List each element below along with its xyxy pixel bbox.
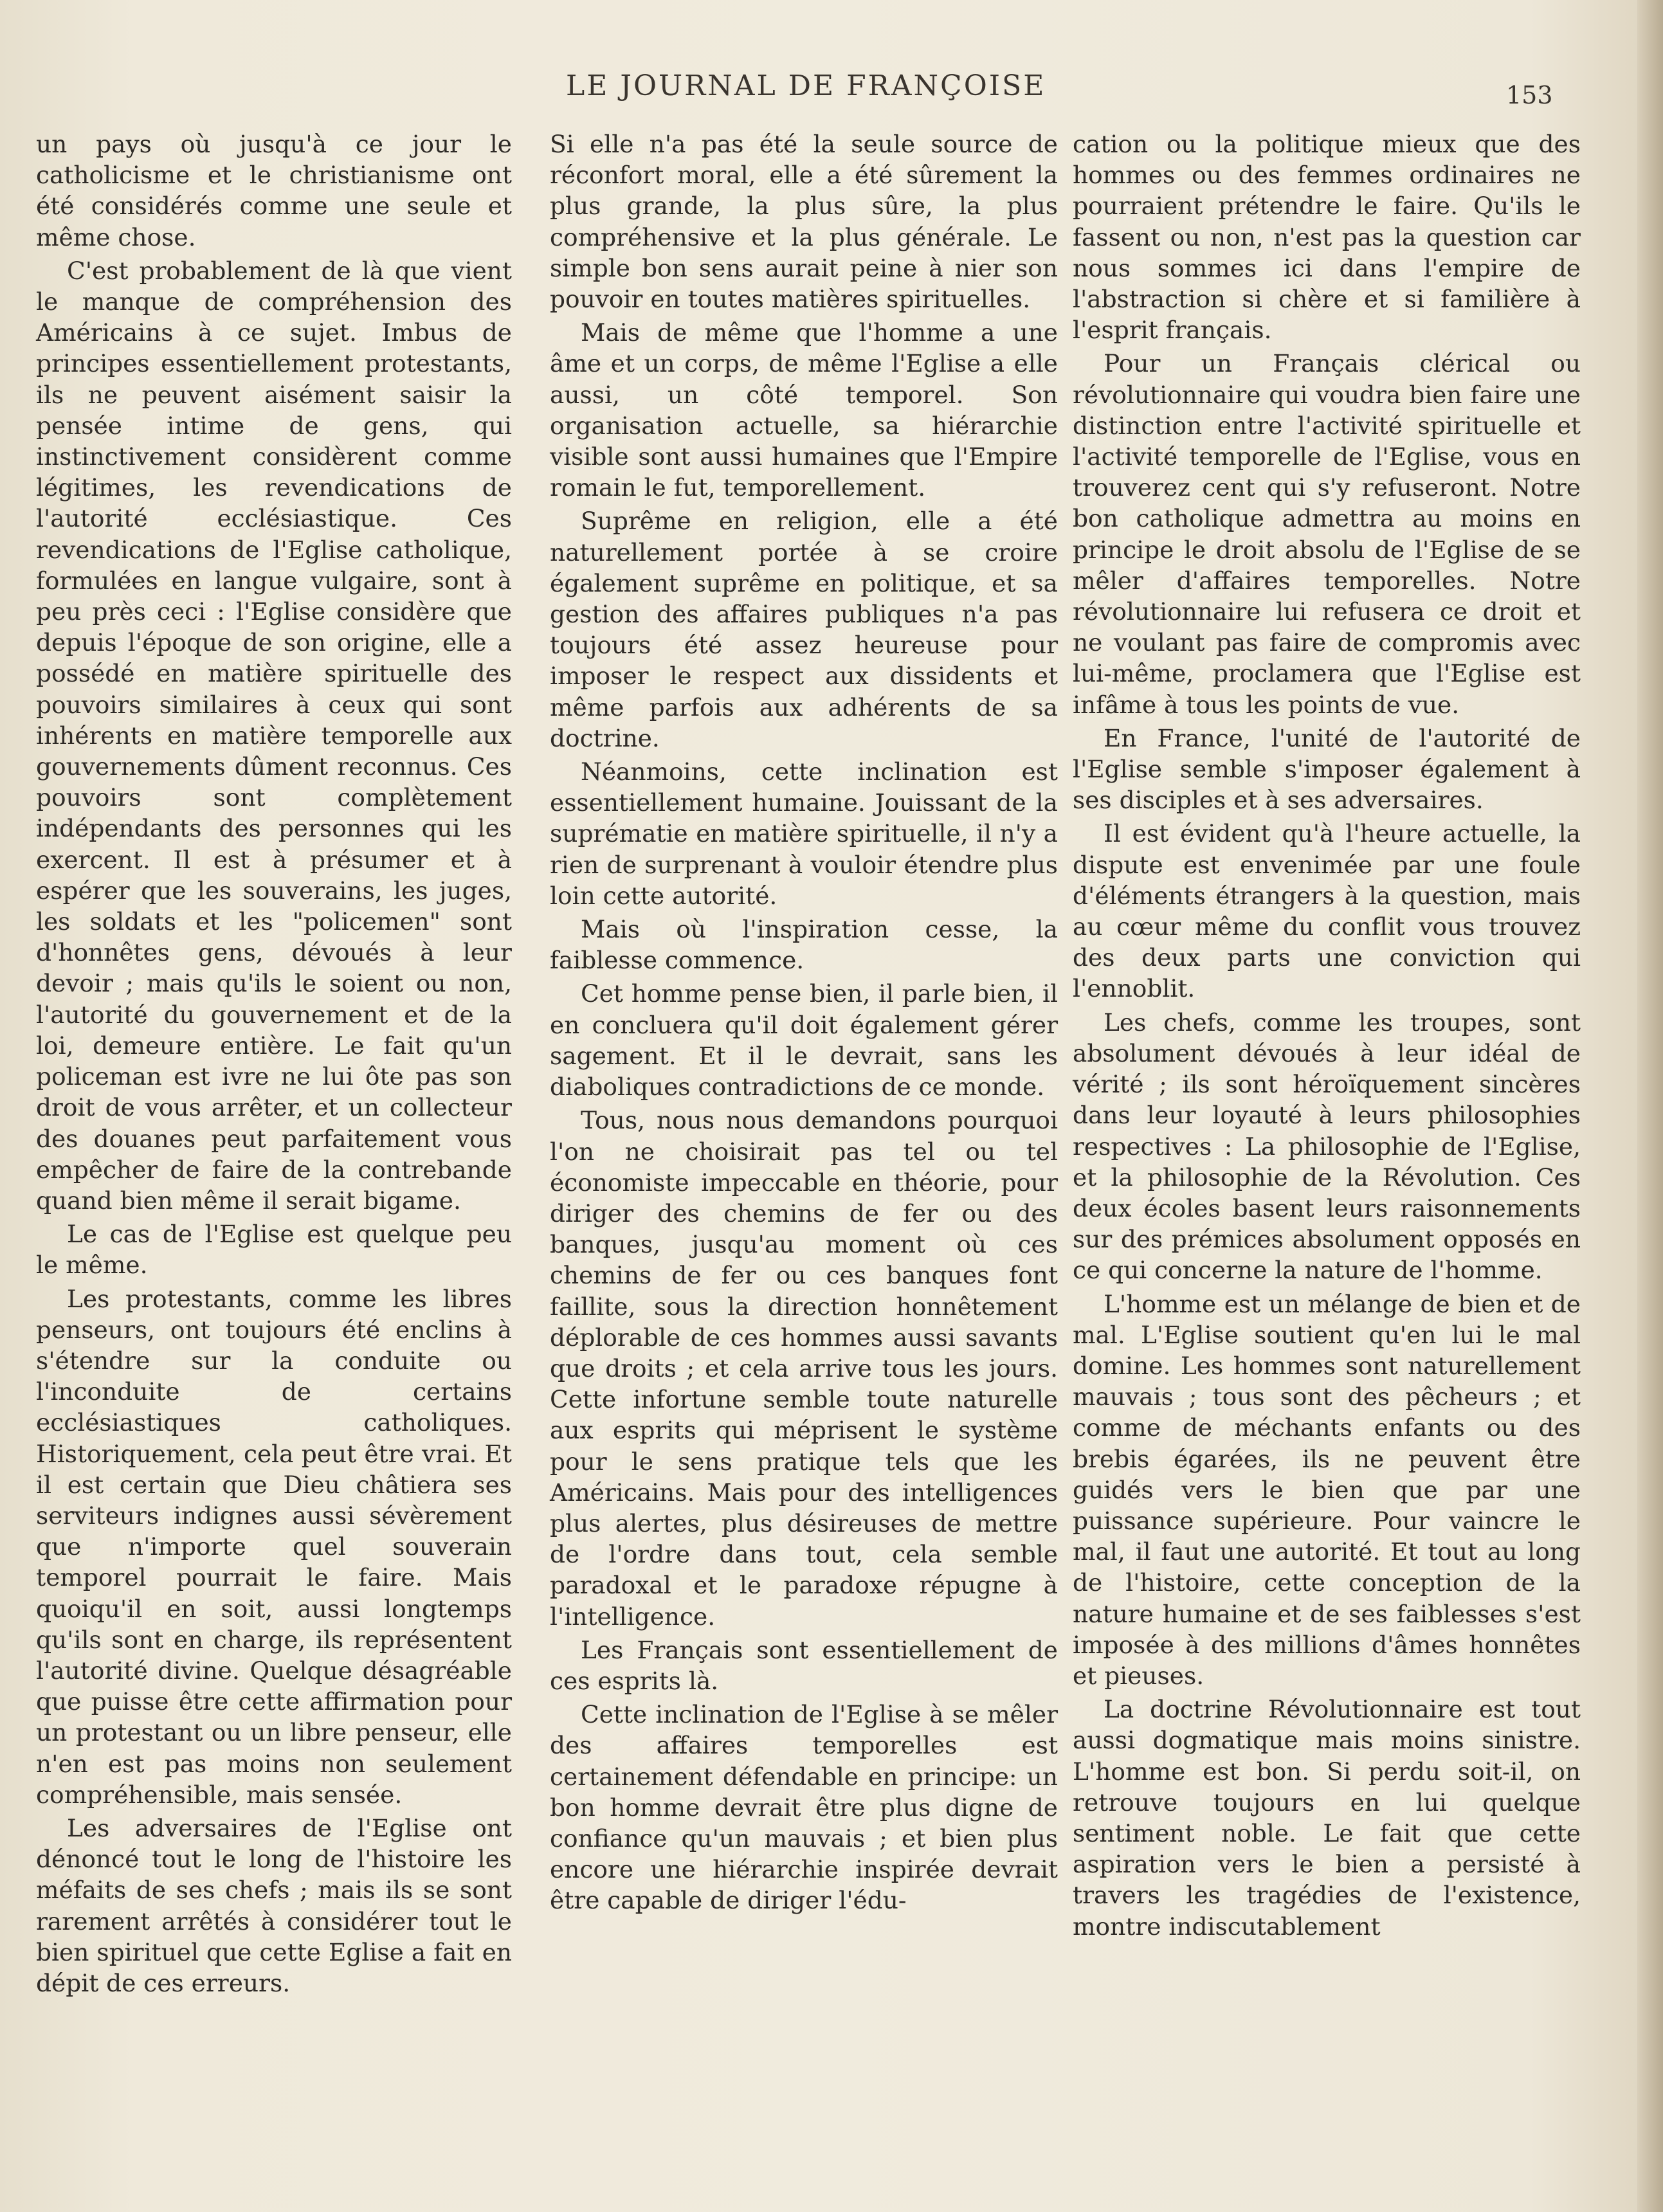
page-edge — [1637, 0, 1663, 2212]
paragraph: un pays où jusqu'à ce jour le catholicisme et le christianisme ont été considérés comme une seule et même chose. — [36, 130, 512, 251]
paragraph: Il est évident qu'à l'heure actuelle, la dispute est envenimée par une foule d'éléments étrangers à la question, mais au cœur même du conflit vous trouvez des deux parts une conviction qui l'ennoblit. — [1073, 819, 1581, 1003]
paragraph: Le cas de l'Eglise est quelque peu le même. — [36, 1220, 512, 1280]
paragraph: La doctrine Révolutionnaire est tout aussi dogmatique mais moins sinistre. L'homme est bon. Si perdu soit-il, on retrouve toujours en lui quelque sentiment noble. Le fait que cette aspiration vers le bien a persisté à travers les tragédies de l'existence, montre indiscutablement — [1073, 1695, 1581, 1941]
paragraph: Mais où l'inspiration cesse, la faiblesse commence. — [550, 915, 1058, 975]
paragraph: Cet homme pense bien, il parle bien, il en concluera qu'il doit également gérer sagement. Et il le devrait, sans les diaboliques contradictions de ce monde. — [550, 979, 1058, 1101]
paragraph: Cette inclination de l'Eglise à se mêler des affaires temporelles est certainement défendable en principe: un bon homme devrait être plus digne de confiance qu'un mauvais ; et bien plus encore une hiérarchie inspirée devrait être capable de diriger l'édu- — [550, 1700, 1058, 1915]
paragraph: Les protestants, comme les libres penseurs, ont toujours été enclins à s'étendre sur la conduite ou l'inconduite de certains ecclésiastiques catholiques. Historiquement, cela peut être vrai. Et il est certain que Dieu châtiera ses serviteurs indignes aussi sévèrement que n'importe quel souverain temporel pourrait le faire. Mais quoiqu'il en soit, aussi longtemps qu'ils sont en charge, ils représentent l'autorité divine. Quelque désagréable que puisse être cette affirmation pour un protestant ou un libre penseur, elle n'en est pas moins non seulement compréhensible, mais sensée. — [36, 1284, 512, 1809]
paragraph: Les adversaires de l'Eglise ont dénoncé tout le long de l'histoire les méfaits de ses chefs ; mais ils se sont rarement arrêtés à considérer tout le bien spirituel que cette Eglise a fait en dépit de ces erreurs. — [36, 1813, 512, 1997]
column-1 — [36, 129, 512, 2001]
paragraph: Tous, nous nous demandons pourquoi l'on ne choisirait pas tel ou tel économiste impeccable en théorie, pour diriger des chemins de fer ou des banques, jusqu'au moment où ces chemins de fer ou ces banques font faillite, sous la direction honnêtement déplorable de ces hommes aussi savants que droits ; et cela arrive tous les jours. Cette infortune semble toute naturelle aux esprits qui méprisent le système pour le sens pratique tels que les Américains. Mais pour des intelligences plus alertes, plus désireuses de mettre de l'ordre dans tout, cela semble paradoxal et le paradoxe répugne à l'intelligence. — [550, 1106, 1058, 1631]
paragraph: cation ou la politique mieux que des hommes ou des femmes ordinaires ne pourraient prétendre le faire. Qu'ils le fassent ou non, n'est pas la question car nous sommes ici dans l'empire de l'abstraction si chère et si familière à l'esprit français. — [1073, 130, 1581, 345]
paragraph: Si elle n'a pas été la seule source de réconfort moral, elle a été sûrement la plus grande, la plus sûre, la plus compréhensive et la plus générale. Le simple bon sens aurait peine à nier son pouvoir en toutes matières spirituelles. — [550, 130, 1058, 314]
paragraph: Les Français sont essentiellement de ces esprits là. — [550, 1635, 1058, 1695]
journal-title: LE JOURNAL DE FRANÇOISE — [566, 69, 1046, 102]
paragraph: Suprême en religion, elle a été naturellement portée à se croire également suprême en politique, et sa gestion des affaires publiques n'a pas toujours été assez heureuse pour imposer le respect aux dissidents et même parfois aux adhérents de sa doctrine. — [550, 507, 1058, 752]
paragraph: Mais de même que l'homme a une âme et un corps, de même l'Eglise a elle aussi, un côté temporel. Son organisation actuelle, sa hiérarchie visible sont aussi humaines que l'Empire romain le fut, temporellement. — [550, 318, 1058, 502]
page-header — [566, 64, 1402, 116]
paragraph: L'homme est un mélange de bien et de mal. L'Eglise soutient qu'en lui le mal domine. Les hommes sont naturellement mauvais ; tous sont des pêcheurs ; et comme de méchants enfants ou des brebis égarées, ils ne peuvent être guidés vers le bien que par une puissance supérieure. Pour vaincre le mal, il faut une autorité. Et tout au long de l'histoire, cette conception de la nature humaine et de ses faiblesses s'est imposée à des millions d'âmes honnêtes et pieuses. — [1073, 1289, 1581, 1690]
column-3 — [1073, 129, 1581, 1945]
page-number: 153 — [1506, 81, 1553, 109]
paragraph: En France, l'unité de l'autorité de l'Eglise semble s'imposer également à ses disciples et à ses adversaires. — [1073, 723, 1581, 815]
paragraph: Néanmoins, cette inclination est essentiellement humaine. Jouissant de la suprématie en matière spirituelle, il n'y a rien de surprenant à vouloir étendre plus loin cette autorité. — [550, 757, 1058, 910]
paragraph: Les chefs, comme les troupes, sont absolument dévoués à leur idéal de vérité ; ils sont héroïquement sincères dans leur loyauté à leurs philosophies respectives : La philosophie de l'Eglise, et la philosophie de la Révolution. Ces deux écoles basent leurs raisonnements sur des prémices absolument opposés en ce qui concerne la nature de l'homme. — [1073, 1008, 1581, 1285]
paragraph: C'est probablement de là que vient le manque de compréhension des Américains à ce sujet. Imbus de principes essentiellement protestants, ils ne peuvent aisément saisir la pensée intime de gens, qui instinctivement considèrent comme légitimes, les revendications de l'autorité ecclésiastique. Ces revendications de l'Eglise catholique, formulées en langue vulgaire, sont à peu près ceci : l'Eglise considère que depuis l'époque de son origine, elle a possédé en matière spirituelle des pouvoirs similaires à ceux qui sont inhérents en matière temporelle aux gouvernements dûment reconnus. Ces pouvoirs sont complètement indépendants des personnes qui les exercent. Il est à présumer et à espérer que les souverains, les juges, les soldats et les "policemen" sont d'honnêtes gens, dévoués à leur devoir ; mais qu'ils le soient ou non, l'autorité du gouvernement et de la loi, demeure entière. Le fait qu'un policeman est ivre ne lui ôte pas son droit de vous arrêter, et un collecteur des douanes peut parfaitement vous empêcher de faire de la contrebande quand bien même il serait bigame. — [36, 256, 512, 1215]
paragraph: Pour un Français clérical ou révolutionnaire qui voudra bien faire une distinction entre l'activité spirituelle et l'activité temporelle de l'Eglise, vous en trouverez cent qui s'y refuseront. Notre bon catholique admettra au moins en principe le droit absolu de l'Eglise de se mêler d'affaires temporelles. Notre révolutionnaire lui refusera ce droit et ne voulant pas faire de compromis avec lui-même, proclamera que l'Eglise est infâme à tous les points de vue. — [1073, 349, 1581, 719]
column-2 — [550, 129, 1058, 1919]
